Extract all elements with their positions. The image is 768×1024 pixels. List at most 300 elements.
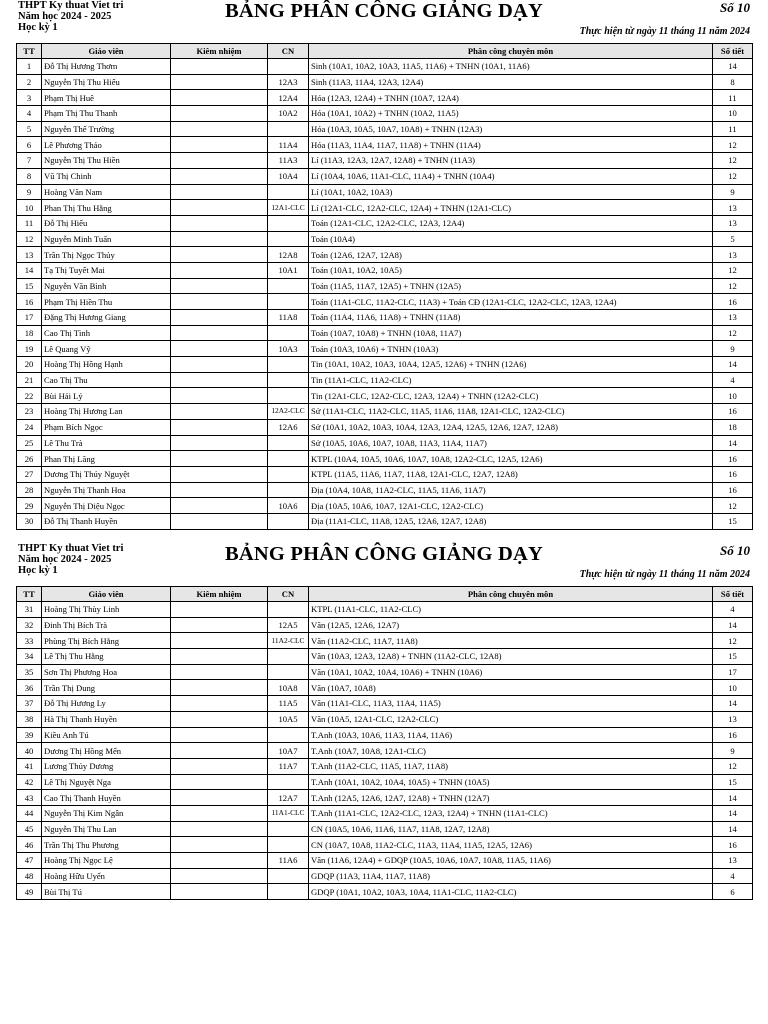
cell-assignment: Lí (10A4, 10A6, 11A1-CLC, 11A4) + TNHN (10A4) (309, 168, 713, 184)
col-header-assignment: Phân công chuyên môn (309, 587, 713, 602)
cell-teacher: Cao Thị Thu (42, 372, 171, 388)
cell-assignment: Hóa (12A3, 12A4) + TNHN (10A7, 12A4) (309, 90, 713, 106)
cell-extra-duty (171, 837, 268, 853)
cell-homeroom: 12A5 (268, 617, 309, 633)
cell-homeroom: 10A8 (268, 680, 309, 696)
cell-periods: 14 (713, 435, 753, 451)
cell-periods: 17 (713, 664, 753, 680)
cell-periods: 4 (713, 602, 753, 618)
cell-teacher: Nguyễn Thị Kim Ngân (42, 805, 171, 821)
cell-periods: 9 (713, 341, 753, 357)
col-header-periods: Số tiết (713, 587, 753, 602)
cell-assignment: T.Anh (11A1-CLC, 12A2-CLC, 12A3, 12A4) + TNHN (11A1-CLC) (309, 805, 713, 821)
table-row (17, 262, 753, 278)
cell-periods: 12 (713, 278, 753, 294)
cell-tt: 19 (17, 341, 42, 357)
table-row (17, 466, 753, 482)
document-header (16, 0, 752, 43)
cell-extra-duty (171, 884, 268, 900)
cell-assignment: Toán (10A4) (309, 231, 713, 247)
cell-homeroom (268, 59, 309, 75)
cell-homeroom: 11A2-CLC (268, 633, 309, 649)
cell-periods: 13 (713, 853, 753, 869)
cell-extra-duty (171, 168, 268, 184)
cell-extra-duty (171, 633, 268, 649)
cell-periods: 4 (713, 372, 753, 388)
cell-teacher: Lê Thị Nguyệt Nga (42, 774, 171, 790)
cell-homeroom (268, 664, 309, 680)
cell-assignment: Tin (10A1, 10A2, 10A3, 10A4, 12A5, 12A6) + TNHN (12A6) (309, 357, 713, 373)
cell-tt: 12 (17, 231, 42, 247)
cell-assignment: Sử (10A1, 10A2, 10A3, 10A4, 12A3, 12A4, 12A5, 12A6, 12A7, 12A8) (309, 419, 713, 435)
table-row (17, 837, 753, 853)
cell-teacher: Lê Thị Thu Hằng (42, 649, 171, 665)
cell-extra-duty (171, 215, 268, 231)
table-row (17, 727, 753, 743)
cell-extra-duty (171, 602, 268, 618)
cell-tt: 47 (17, 853, 42, 869)
school-name: THPT Ky thuat Viet tri (18, 543, 124, 554)
cell-homeroom: 10A1 (268, 262, 309, 278)
table-row (17, 649, 753, 665)
cell-homeroom (268, 215, 309, 231)
cell-periods: 15 (713, 649, 753, 665)
table-row (17, 868, 753, 884)
cell-assignment: Văn (11A6, 12A4) + GDQP (10A5, 10A6, 10A7, 10A8, 11A5, 11A6) (309, 853, 713, 869)
table-body (17, 59, 753, 530)
cell-tt: 22 (17, 388, 42, 404)
cell-assignment: Văn (10A1, 10A2, 10A4, 10A6) + TNHN (10A6) (309, 664, 713, 680)
table-row (17, 121, 753, 137)
cell-periods: 9 (713, 743, 753, 759)
cell-tt: 43 (17, 790, 42, 806)
cell-assignment: T.Anh (11A2-CLC, 11A5, 11A7, 11A8) (309, 758, 713, 774)
table-row (17, 513, 753, 529)
table-row (17, 74, 753, 90)
cell-extra-duty (171, 774, 268, 790)
cell-homeroom: 12A2-CLC (268, 404, 309, 420)
cell-assignment: Văn (10A5, 12A1-CLC, 12A2-CLC) (309, 711, 713, 727)
table-row (17, 247, 753, 263)
cell-periods: 4 (713, 868, 753, 884)
cell-teacher: Nguyễn Thị Thanh Hoa (42, 482, 171, 498)
cell-tt: 26 (17, 451, 42, 467)
cell-teacher: Đỗ Thị Hương Thơm (42, 59, 171, 75)
cell-periods: 10 (713, 106, 753, 122)
cell-homeroom: 11A5 (268, 696, 309, 712)
cell-extra-duty (171, 341, 268, 357)
cell-tt: 11 (17, 215, 42, 231)
cell-extra-duty (171, 805, 268, 821)
cell-assignment: GDQP (10A1, 10A2, 10A3, 10A4, 11A1-CLC, 11A2-CLC) (309, 884, 713, 900)
cell-extra-duty (171, 59, 268, 75)
cell-periods: 15 (713, 513, 753, 529)
effective-date: Thực hiện từ ngày 11 tháng 11 năm 2024 (579, 569, 750, 580)
cell-extra-duty (171, 247, 268, 263)
cell-extra-duty (171, 727, 268, 743)
cell-extra-duty (171, 649, 268, 665)
cell-periods: 15 (713, 774, 753, 790)
cell-teacher: Sơn Thị Phương Hoa (42, 664, 171, 680)
cell-periods: 11 (713, 121, 753, 137)
cell-tt: 30 (17, 513, 42, 529)
cell-assignment: Lí (12A1-CLC, 12A2-CLC, 12A4) + TNHN (12A1-CLC) (309, 200, 713, 216)
table-row (17, 137, 753, 153)
cell-extra-duty (171, 357, 268, 373)
cell-extra-duty (171, 680, 268, 696)
cell-assignment: Địa (11A1-CLC, 11A8, 12A5, 12A6, 12A7, 12A8) (309, 513, 713, 529)
cell-tt: 6 (17, 137, 42, 153)
cell-tt: 42 (17, 774, 42, 790)
cell-teacher: Phạm Thị Huê (42, 90, 171, 106)
table-row (17, 482, 753, 498)
cell-extra-duty (171, 419, 268, 435)
cell-homeroom (268, 727, 309, 743)
cell-extra-duty (171, 262, 268, 278)
cell-periods: 13 (713, 200, 753, 216)
cell-assignment: Sử (11A1-CLC, 11A2-CLC, 11A5, 11A6, 11A8, 12A1-CLC, 12A2-CLC) (309, 404, 713, 420)
cell-tt: 39 (17, 727, 42, 743)
col-header-tt: TT (17, 44, 42, 59)
table-row (17, 90, 753, 106)
cell-teacher: Nguyễn Thị Thu Hiếu (42, 74, 171, 90)
cell-teacher: Hoàng Thị Hương Lan (42, 404, 171, 420)
cell-periods: 14 (713, 790, 753, 806)
cell-assignment: Hóa (11A3, 11A4, 11A7, 11A8) + TNHN (11A4) (309, 137, 713, 153)
cell-teacher: Dương Thị Thúy Nguyệt (42, 466, 171, 482)
school-year: Năm học 2024 - 2025 (18, 11, 112, 22)
cell-extra-duty (171, 278, 268, 294)
cell-extra-duty (171, 137, 268, 153)
cell-teacher: Lê Thu Trà (42, 435, 171, 451)
cell-tt: 44 (17, 805, 42, 821)
cell-extra-duty (171, 711, 268, 727)
table-row (17, 711, 753, 727)
cell-assignment: Hóa (10A1, 10A2) + TNHN (10A2, 11A5) (309, 106, 713, 122)
cell-periods: 5 (713, 231, 753, 247)
cell-periods: 12 (713, 498, 753, 514)
cell-extra-duty (171, 294, 268, 310)
cell-periods: 16 (713, 466, 753, 482)
cell-extra-duty (171, 153, 268, 169)
col-header-homeroom: CN (268, 44, 309, 59)
cell-assignment: Lí (11A3, 12A3, 12A7, 12A8) + TNHN (11A3) (309, 153, 713, 169)
cell-tt: 20 (17, 357, 42, 373)
cell-periods: 16 (713, 451, 753, 467)
cell-teacher: Hoàng Thị Ngọc Lệ (42, 853, 171, 869)
table-row (17, 805, 753, 821)
table-row (17, 325, 753, 341)
col-header-teacher: Giáo viên (42, 587, 171, 602)
cell-assignment: CN (10A7, 10A8, 11A2-CLC, 11A3, 11A4, 11A5, 12A5, 12A6) (309, 837, 713, 853)
col-header-assignment: Phân công chuyên môn (309, 44, 713, 59)
cell-homeroom (268, 602, 309, 618)
cell-tt: 15 (17, 278, 42, 294)
cell-teacher: Đỗ Thị Hiếu (42, 215, 171, 231)
cell-tt: 21 (17, 372, 42, 388)
cell-extra-duty (171, 482, 268, 498)
table-row (17, 310, 753, 326)
cell-periods: 12 (713, 153, 753, 169)
table-row (17, 790, 753, 806)
cell-assignment: Sinh (11A3, 11A4, 12A3, 12A4) (309, 74, 713, 90)
table-row (17, 680, 753, 696)
cell-homeroom (268, 451, 309, 467)
cell-tt: 13 (17, 247, 42, 263)
cell-periods: 16 (713, 482, 753, 498)
cell-periods: 14 (713, 357, 753, 373)
page-title: BẢNG PHÂN CÔNG GIẢNG DẠY (225, 543, 543, 565)
col-header-extra-duty: Kiêm nhiệm (171, 44, 268, 59)
cell-homeroom: 11A8 (268, 310, 309, 326)
cell-homeroom (268, 513, 309, 529)
cell-extra-duty (171, 404, 268, 420)
cell-homeroom: 10A7 (268, 743, 309, 759)
assignment-table (16, 586, 753, 900)
cell-teacher: Đặng Thị Hương Giang (42, 310, 171, 326)
semester: Học kỳ 1 (18, 22, 58, 33)
cell-teacher: Phạm Thị Thu Thanh (42, 106, 171, 122)
cell-homeroom: 11A3 (268, 153, 309, 169)
cell-homeroom: 10A2 (268, 106, 309, 122)
cell-homeroom (268, 466, 309, 482)
cell-assignment: Địa (10A4, 10A8, 11A2-CLC, 11A5, 11A6, 11A7) (309, 482, 713, 498)
cell-homeroom: 11A1-CLC (268, 805, 309, 821)
cell-teacher: Nguyễn Thị Thu Hiền (42, 153, 171, 169)
cell-homeroom: 11A7 (268, 758, 309, 774)
cell-periods: 16 (713, 837, 753, 853)
cell-teacher: Trần Thị Thu Phương (42, 837, 171, 853)
cell-assignment: Toán (11A5, 11A7, 12A5) + TNHN (12A5) (309, 278, 713, 294)
cell-teacher: Phan Thị Thu Hằng (42, 200, 171, 216)
cell-teacher: Phan Thị Lãng (42, 451, 171, 467)
cell-extra-duty (171, 743, 268, 759)
table-row (17, 633, 753, 649)
cell-tt: 33 (17, 633, 42, 649)
cell-teacher: Bùi Thị Tú (42, 884, 171, 900)
cell-tt: 8 (17, 168, 42, 184)
cell-teacher: Phùng Thị Bích Hằng (42, 633, 171, 649)
cell-homeroom (268, 837, 309, 853)
cell-homeroom: 12A7 (268, 790, 309, 806)
cell-homeroom (268, 278, 309, 294)
cell-assignment: T.Anh (10A7, 10A8, 12A1-CLC) (309, 743, 713, 759)
cell-periods: 11 (713, 90, 753, 106)
cell-homeroom (268, 372, 309, 388)
cell-periods: 13 (713, 711, 753, 727)
table-row (17, 821, 753, 837)
cell-tt: 37 (17, 696, 42, 712)
cell-periods: 12 (713, 168, 753, 184)
cell-tt: 45 (17, 821, 42, 837)
cell-homeroom (268, 435, 309, 451)
cell-assignment: Toán (10A1, 10A2, 10A5) (309, 262, 713, 278)
cell-teacher: Hoàng Thị Thùy Linh (42, 602, 171, 618)
cell-extra-duty (171, 664, 268, 680)
table-row (17, 372, 753, 388)
cell-tt: 14 (17, 262, 42, 278)
cell-extra-duty (171, 310, 268, 326)
cell-tt: 46 (17, 837, 42, 853)
school-name: THPT Ky thuat Viet tri (18, 0, 124, 11)
cell-assignment: Toán (10A3, 10A6) + TNHN (10A3) (309, 341, 713, 357)
table-row (17, 743, 753, 759)
cell-tt: 4 (17, 106, 42, 122)
cell-tt: 9 (17, 184, 42, 200)
table-row (17, 106, 753, 122)
cell-periods: 12 (713, 633, 753, 649)
cell-periods: 14 (713, 696, 753, 712)
cell-homeroom (268, 388, 309, 404)
cell-teacher: Nguyễn Thế Trường (42, 121, 171, 137)
cell-homeroom: 10A5 (268, 711, 309, 727)
table-row (17, 451, 753, 467)
cell-teacher: Nguyễn Thị Thu Lan (42, 821, 171, 837)
cell-assignment: Sử (10A5, 10A6, 10A7, 10A8, 11A3, 11A4, 11A7) (309, 435, 713, 451)
cell-teacher: Trần Thị Dung (42, 680, 171, 696)
cell-tt: 23 (17, 404, 42, 420)
page-title: BẢNG PHÂN CÔNG GIẢNG DẠY (225, 0, 543, 22)
col-header-extra-duty: Kiêm nhiệm (171, 587, 268, 602)
cell-homeroom: 10A6 (268, 498, 309, 514)
cell-assignment: KTPL (10A4, 10A5, 10A6, 10A7, 10A8, 12A2-CLC, 12A5, 12A6) (309, 451, 713, 467)
cell-tt: 48 (17, 868, 42, 884)
cell-extra-duty (171, 758, 268, 774)
cell-assignment: Địa (10A5, 10A6, 10A7, 12A1-CLC, 12A2-CLC) (309, 498, 713, 514)
cell-extra-duty (171, 853, 268, 869)
table-row (17, 278, 753, 294)
cell-assignment: Tin (12A1-CLC, 12A2-CLC, 12A3, 12A4) + TNHN (12A2-CLC) (309, 388, 713, 404)
cell-tt: 5 (17, 121, 42, 137)
cell-assignment: KTPL (11A1-CLC, 11A2-CLC) (309, 602, 713, 618)
cell-assignment: Toán (12A1-CLC, 12A2-CLC, 12A3, 12A4) (309, 215, 713, 231)
cell-periods: 10 (713, 680, 753, 696)
cell-extra-duty (171, 231, 268, 247)
cell-tt: 1 (17, 59, 42, 75)
cell-extra-duty (171, 451, 268, 467)
table-row (17, 664, 753, 680)
cell-teacher: Trần Thị Ngọc Thủy (42, 247, 171, 263)
cell-periods: 14 (713, 59, 753, 75)
cell-teacher: Phạm Bích Ngọc (42, 419, 171, 435)
table-row (17, 498, 753, 514)
cell-assignment: Toán (12A6, 12A7, 12A8) (309, 247, 713, 263)
cell-teacher: Cao Thị Tình (42, 325, 171, 341)
cell-assignment: Văn (10A7, 10A8) (309, 680, 713, 696)
cell-extra-duty (171, 74, 268, 90)
table-row (17, 388, 753, 404)
cell-homeroom: 12A6 (268, 419, 309, 435)
cell-homeroom (268, 184, 309, 200)
cell-assignment: T.Anh (10A3, 10A6, 11A3, 11A4, 11A6) (309, 727, 713, 743)
cell-teacher: Hà Thị Thanh Huyền (42, 711, 171, 727)
cell-homeroom (268, 294, 309, 310)
cell-periods: 12 (713, 758, 753, 774)
cell-periods: 16 (713, 294, 753, 310)
cell-homeroom (268, 325, 309, 341)
cell-homeroom: 12A8 (268, 247, 309, 263)
cell-tt: 18 (17, 325, 42, 341)
table-header-row (17, 44, 753, 59)
effective-date: Thực hiện từ ngày 11 tháng 11 năm 2024 (579, 26, 750, 37)
cell-tt: 31 (17, 602, 42, 618)
cell-tt: 29 (17, 498, 42, 514)
cell-extra-duty (171, 325, 268, 341)
cell-homeroom: 12A1-CLC (268, 200, 309, 216)
cell-tt: 32 (17, 617, 42, 633)
cell-extra-duty (171, 90, 268, 106)
cell-extra-duty (171, 821, 268, 837)
cell-tt: 36 (17, 680, 42, 696)
cell-extra-duty (171, 372, 268, 388)
table-row (17, 168, 753, 184)
cell-homeroom (268, 774, 309, 790)
col-header-homeroom: CN (268, 587, 309, 602)
cell-teacher: Nguyễn Thị Diệu Ngọc (42, 498, 171, 514)
cell-teacher: Hoàng Thị Hồng Hạnh (42, 357, 171, 373)
cell-teacher: Lê Quang Vỹ (42, 341, 171, 357)
cell-extra-duty (171, 868, 268, 884)
table-row (17, 696, 753, 712)
cell-teacher: Vũ Thị Chinh (42, 168, 171, 184)
cell-assignment: Toán (10A7, 10A8) + TNHN (10A8, 11A7) (309, 325, 713, 341)
cell-assignment: Văn (10A3, 12A3, 12A8) + TNHN (11A2-CLC, 12A8) (309, 649, 713, 665)
cell-assignment: Văn (11A1-CLC, 11A3, 11A4, 11A5) (309, 696, 713, 712)
schedule-section-1 (16, 0, 752, 530)
table-row (17, 59, 753, 75)
cell-teacher: Phạm Thị Hiền Thu (42, 294, 171, 310)
cell-teacher: Bùi Hải Lý (42, 388, 171, 404)
cell-extra-duty (171, 513, 268, 529)
cell-homeroom: 12A3 (268, 74, 309, 90)
table-row (17, 294, 753, 310)
table-row (17, 419, 753, 435)
cell-periods: 12 (713, 325, 753, 341)
cell-tt: 49 (17, 884, 42, 900)
cell-periods: 13 (713, 215, 753, 231)
cell-periods: 13 (713, 310, 753, 326)
cell-assignment: GDQP (11A3, 11A4, 11A7, 11A8) (309, 868, 713, 884)
cell-teacher: Lương Thủy Dương (42, 758, 171, 774)
cell-assignment: Hóa (10A3, 10A5, 10A7, 10A8) + TNHN (12A3) (309, 121, 713, 137)
cell-assignment: KTPL (11A5, 11A6, 11A7, 11A8, 12A1-CLC, 12A7, 12A8) (309, 466, 713, 482)
document-number: Số 10 (720, 0, 750, 15)
cell-tt: 35 (17, 664, 42, 680)
cell-tt: 27 (17, 466, 42, 482)
cell-homeroom (268, 231, 309, 247)
cell-extra-duty (171, 696, 268, 712)
table-row (17, 774, 753, 790)
cell-homeroom (268, 482, 309, 498)
cell-periods: 14 (713, 805, 753, 821)
cell-assignment: Văn (11A2-CLC, 11A7, 11A8) (309, 633, 713, 649)
table-row (17, 884, 753, 900)
cell-homeroom: 10A4 (268, 168, 309, 184)
document-number: Số 10 (720, 543, 750, 558)
table-row (17, 153, 753, 169)
cell-tt: 25 (17, 435, 42, 451)
table-row (17, 404, 753, 420)
cell-periods: 12 (713, 262, 753, 278)
cell-teacher: Cao Thị Thanh Huyền (42, 790, 171, 806)
cell-extra-duty (171, 106, 268, 122)
semester: Học kỳ 1 (18, 565, 58, 576)
cell-teacher: Lê Phương Thảo (42, 137, 171, 153)
cell-periods: 13 (713, 247, 753, 263)
cell-tt: 16 (17, 294, 42, 310)
cell-teacher: Hoàng Hữu Uyển (42, 868, 171, 884)
cell-teacher: Nguyễn Văn Bình (42, 278, 171, 294)
